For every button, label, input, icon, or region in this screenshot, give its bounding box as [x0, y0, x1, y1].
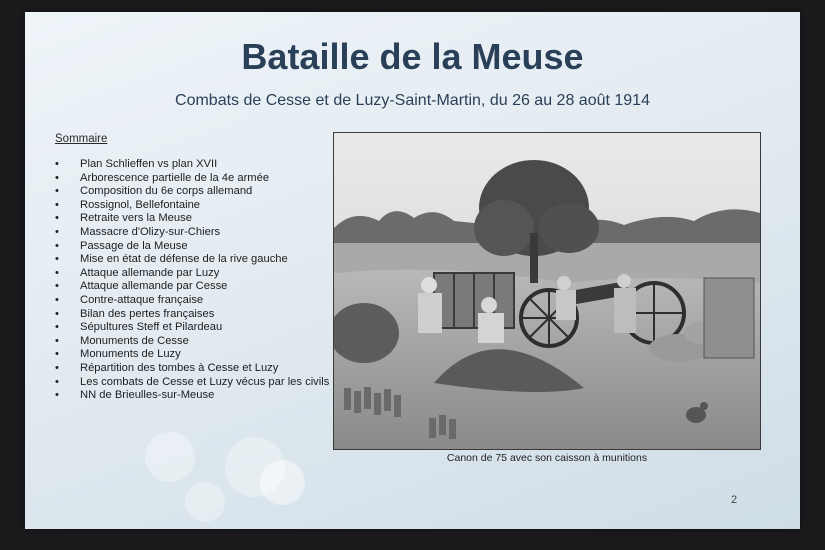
- toc-item: [53, 321, 333, 335]
- toc-item-label: Contre-attaque française: [80, 293, 204, 306]
- bullet-icon: •: [55, 171, 59, 184]
- bullet-icon: •: [55, 389, 59, 402]
- toc-item-label: Répartition des tombes à Cesse et Luzy: [80, 361, 279, 374]
- toc-item-label: Sépultures Steff et Pilardeau: [80, 321, 223, 334]
- projection-screen: [25, 12, 800, 529]
- bullet-icon: •: [55, 375, 59, 388]
- photo-caption: Canon de 75 avec son caisson à munitions: [446, 452, 648, 464]
- toc-item-label: Retraite vers la Meuse: [80, 212, 192, 225]
- toc-item: [53, 199, 333, 213]
- toc-item: [53, 294, 333, 308]
- toc-item-label: Bilan des pertes françaises: [80, 307, 215, 320]
- toc-item: [53, 280, 333, 294]
- bullet-icon: •: [55, 158, 59, 170]
- toc-item: [53, 389, 333, 403]
- toc-item: [53, 240, 333, 254]
- toc-item-label: Attaque allemande par Luzy: [80, 266, 220, 279]
- glare-spot: [145, 432, 195, 482]
- toc-item-label: Les combats de Cesse et Luzy vécus par les civils: [80, 375, 330, 388]
- bullet-icon: •: [55, 253, 59, 266]
- glare-spot: [185, 482, 225, 522]
- toc-item: [53, 267, 333, 281]
- slide-title: Bataille de la Meuse: [241, 36, 584, 77]
- cannon-photo-illustration: [334, 133, 760, 449]
- bullet-icon: •: [55, 361, 59, 374]
- toc-item: [53, 226, 333, 240]
- toc-item-label: Attaque allemande par Cesse: [80, 280, 228, 293]
- toc-item: [53, 158, 333, 172]
- toc-item: [53, 308, 333, 322]
- toc-item-label: Mise en état de défense de la rive gauche: [80, 253, 288, 266]
- bullet-icon: •: [55, 348, 59, 361]
- toc-item-label: Composition du 6e corps allemand: [80, 185, 253, 198]
- toc-item: [53, 185, 333, 199]
- bullet-icon: •: [55, 307, 59, 320]
- table-of-contents: [53, 158, 333, 403]
- bullet-icon: •: [55, 293, 59, 306]
- bullet-icon: •: [55, 225, 59, 238]
- bullet-icon: •: [55, 239, 59, 252]
- toc-item: [53, 253, 333, 267]
- bullet-icon: •: [55, 185, 59, 198]
- bullet-icon: •: [55, 334, 59, 347]
- toc-item-label: Monuments de Cesse: [80, 334, 189, 347]
- sommaire-heading: Sommaire: [55, 133, 108, 145]
- bullet-icon: •: [55, 280, 59, 293]
- toc-item-label: Monuments de Luzy: [80, 348, 181, 361]
- toc-item-label: NN de Brieulles-sur-Meuse: [80, 389, 215, 402]
- toc-item: [53, 362, 333, 376]
- toc-item: [53, 348, 333, 362]
- toc-item-label: Arborescence partielle de la 4e armée: [80, 171, 270, 184]
- toc-item: [53, 376, 333, 390]
- toc-item-label: Plan Schlieffen vs plan XVII: [80, 158, 218, 170]
- toc-item: [53, 172, 333, 186]
- page-number: 2: [731, 494, 738, 506]
- bullet-icon: •: [55, 321, 59, 334]
- bullet-icon: •: [55, 198, 59, 211]
- toc-item: [53, 212, 333, 226]
- bullet-icon: •: [55, 212, 59, 225]
- historical-photo: [333, 132, 761, 450]
- toc-item-label: Rossignol, Bellefontaine: [80, 198, 201, 211]
- bullet-icon: •: [55, 266, 59, 279]
- slide-subtitle: Combats de Cesse et de Luzy-Saint-Martin, du 26 au 28 août 1914: [175, 92, 650, 109]
- toc-item-label: Passage de la Meuse: [80, 239, 188, 252]
- glare-spot: [260, 460, 305, 505]
- toc-item-label: Massacre d'Olizy-sur-Chiers: [80, 225, 221, 238]
- toc-item: [53, 335, 333, 349]
